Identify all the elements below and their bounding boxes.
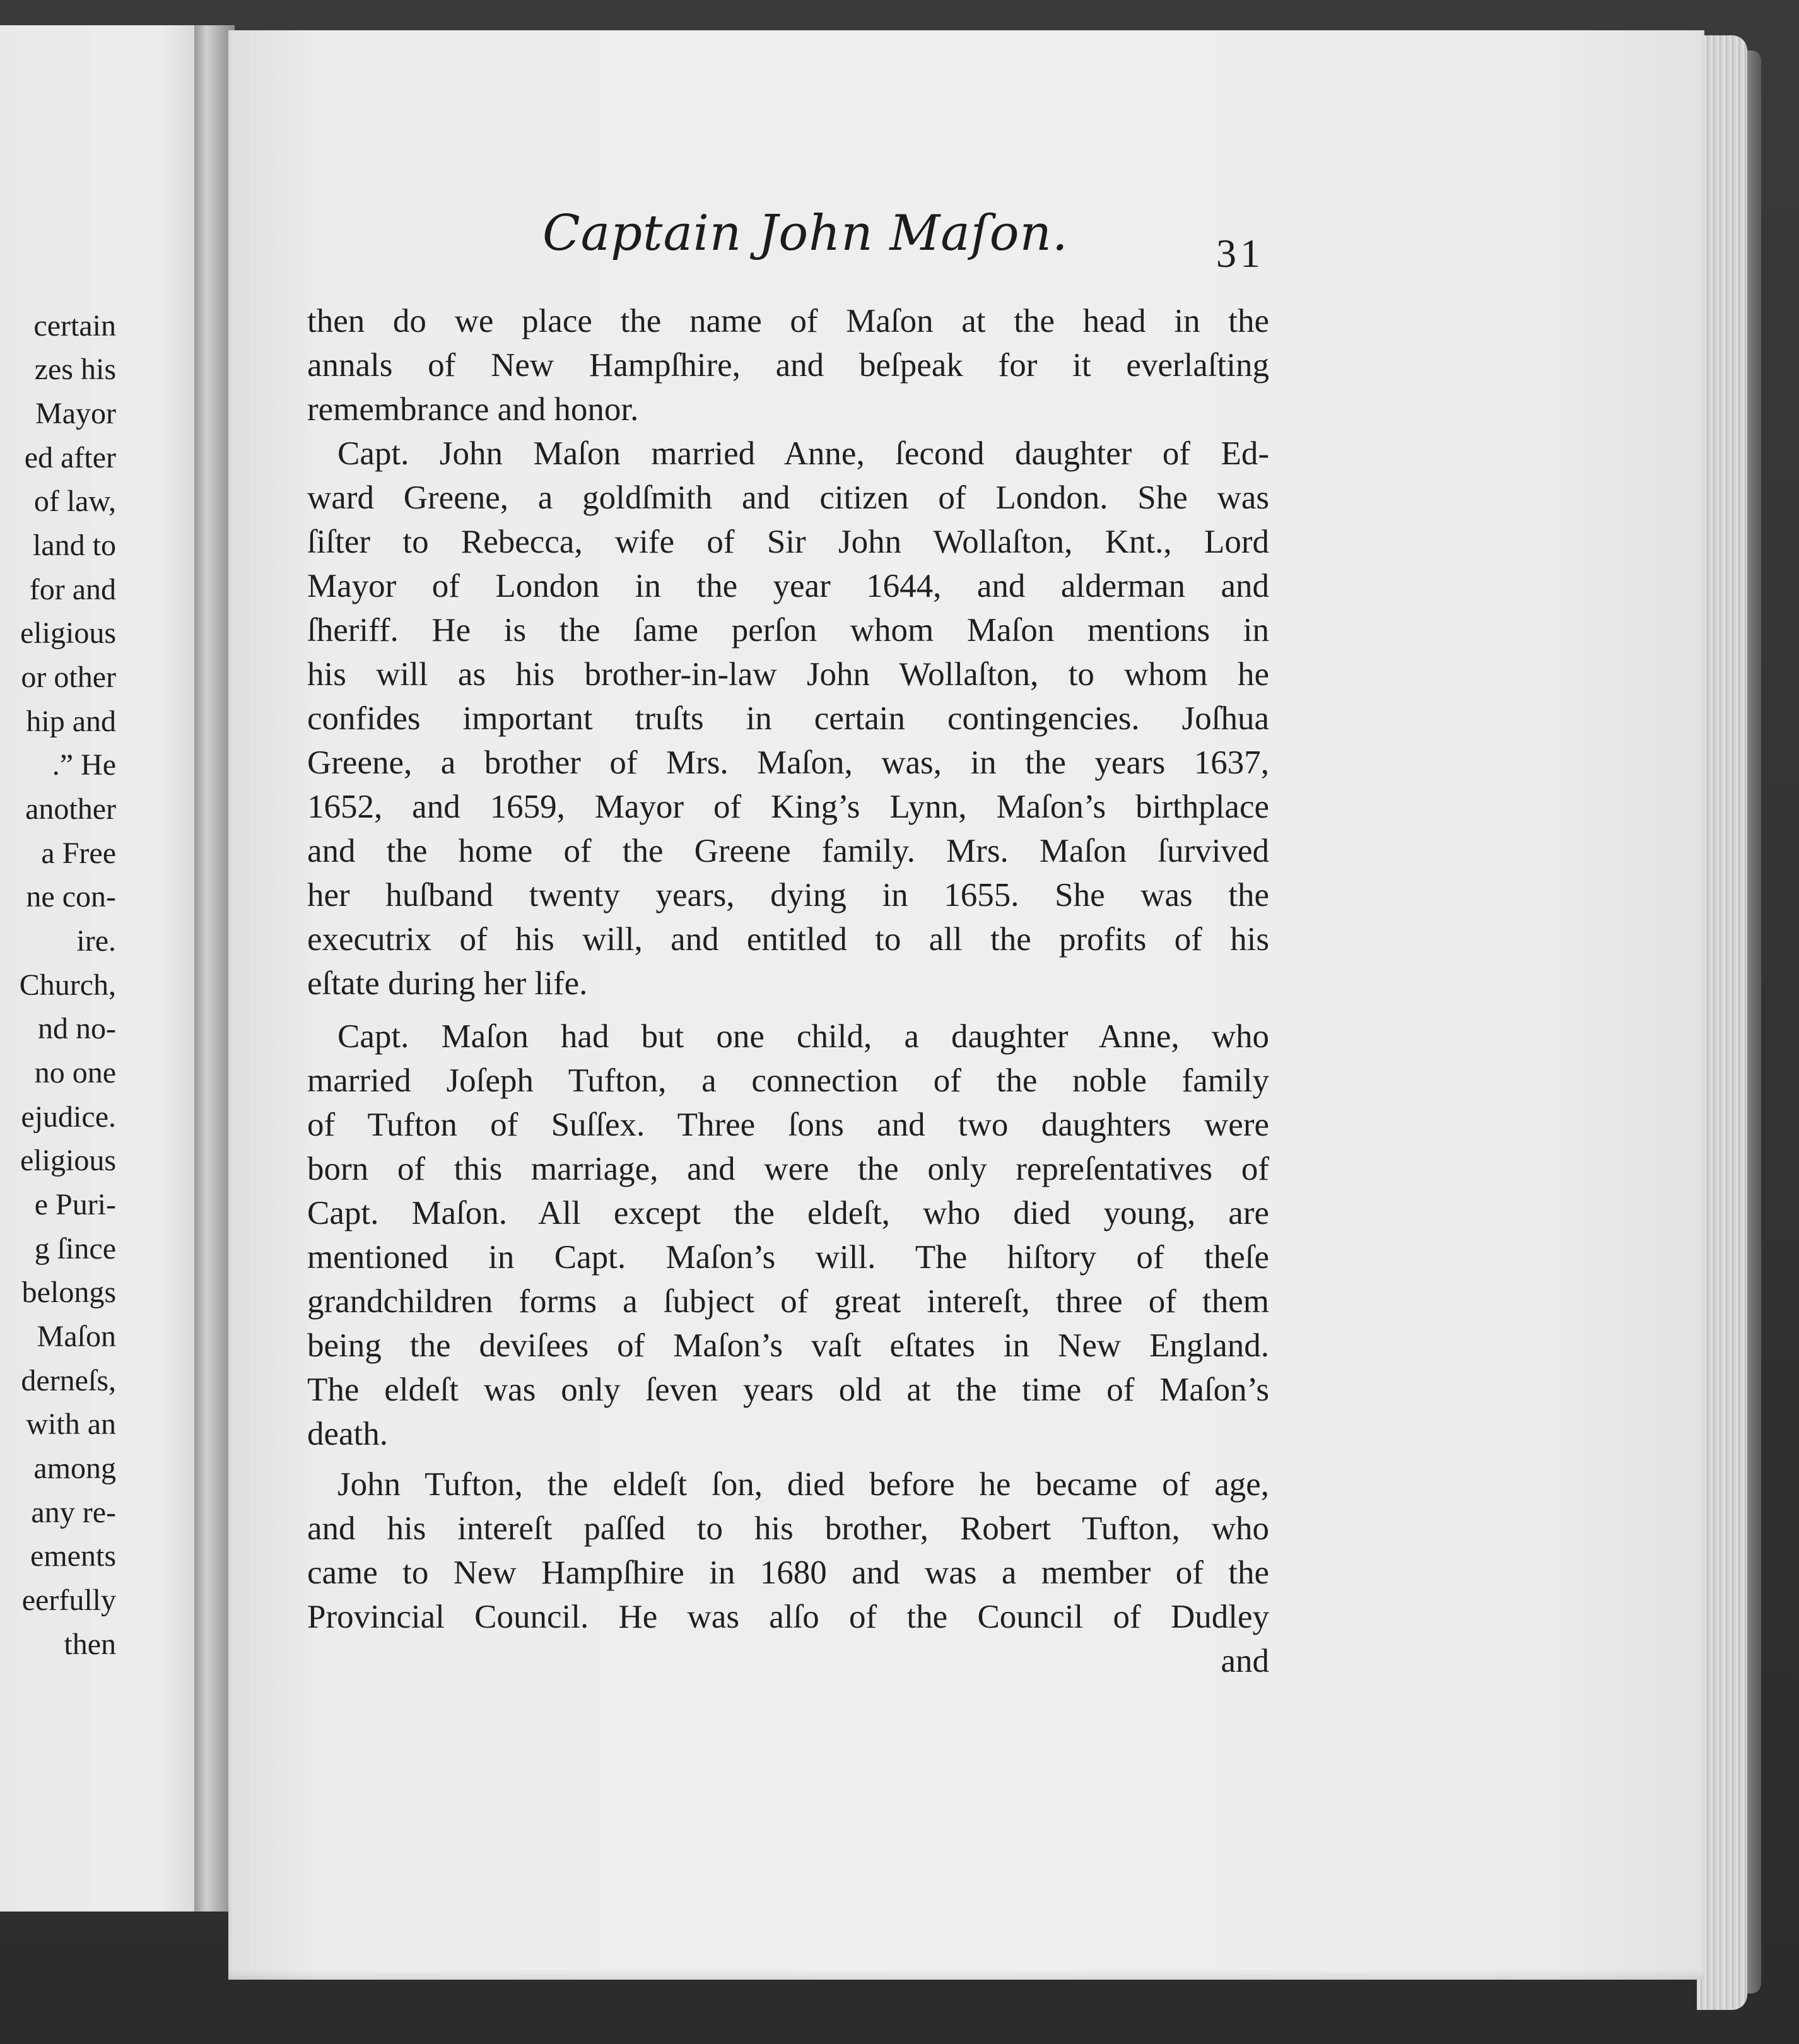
body-line: annals of New Hampſhire, and beſpeak for it everlaſting — [307, 347, 1269, 384]
body-line: Greene, a brother of Mrs. Maſon, was, in the years 1637, — [307, 744, 1269, 781]
left-page-line: belongs — [21, 1276, 116, 1309]
left-page-line: with an — [26, 1407, 116, 1441]
left-page — [0, 25, 199, 1912]
body-line: married Joſeph Tufton, a connection of the noble family — [307, 1062, 1269, 1099]
left-page-line: ements — [30, 1539, 116, 1573]
left-page-line: a Free — [41, 837, 116, 870]
body-line: and his intereſt paſſed to his brother, Robert Tufton, who — [307, 1510, 1269, 1547]
left-page-line: eerfully — [21, 1583, 116, 1617]
body-line: remembrance and honor. — [307, 391, 639, 428]
body-line: came to New Hampſhire in 1680 and was a member of the — [307, 1554, 1269, 1591]
body-line: Capt. Maſon had but one child, a daughter Anne, who — [337, 1018, 1269, 1055]
body-line: ſheriff. He is the ſame perſon whom Maſon mentions in — [307, 612, 1269, 649]
body-line: ward Greene, a goldſmith and citizen of London. She was — [307, 479, 1269, 516]
left-page-line: no one — [34, 1056, 116, 1090]
page-edges — [1697, 35, 1747, 2010]
body-line: being the deviſees of Maſon’s vaſt eſtates in New England. — [307, 1327, 1269, 1364]
left-page-line: e Puri- — [34, 1188, 116, 1221]
left-page-line: certain — [33, 309, 116, 343]
body-line: Capt. Maſon. All except the eldeſt, who died young, are — [307, 1195, 1269, 1231]
left-page-line: ne con- — [26, 880, 116, 913]
body-line: eſtate during her life. — [307, 965, 588, 1002]
left-page-line: eligious — [20, 616, 116, 650]
left-page-line: ejudice. — [21, 1100, 116, 1134]
body-line: ſiſter to Rebecca, wife of Sir John Wollaſton, Knt., Lord — [307, 524, 1269, 560]
catchword: and — [1221, 1643, 1269, 1679]
left-page-line: Mayor — [35, 397, 116, 430]
left-page-line: any re- — [31, 1496, 116, 1529]
left-page-line: eligious — [20, 1144, 116, 1177]
left-page-line: hip and — [26, 705, 116, 738]
body-line: confides important truſts in certain contingencies. Joſhua — [307, 700, 1269, 737]
left-page-line: g ſince — [34, 1232, 116, 1266]
body-line: John Tufton, the eldeſt ſon, died before he became of age, — [337, 1466, 1269, 1503]
body-line: Provincial Council. He was alſo of the Council of Dudley — [307, 1599, 1269, 1635]
left-page-line: zes his — [34, 353, 116, 386]
left-page-line: another — [25, 792, 116, 826]
left-page-line: ire. — [76, 924, 116, 958]
left-page-line: among — [33, 1452, 116, 1485]
body-line: executrix of his will, and entitled to all the profits of his — [307, 921, 1269, 958]
body-line: and the home of the Greene family. Mrs. Maſon ſurvived — [307, 833, 1269, 869]
left-page-line: then — [64, 1628, 116, 1661]
body-line: mentioned in Capt. Maſon’s will. The hiſtory of theſe — [307, 1239, 1269, 1276]
left-page-line: Church, — [19, 968, 116, 1002]
body-line: born of this marriage, and were the only repreſentatives of — [307, 1151, 1269, 1187]
body-line: of Tufton of Suſſex. Three ſons and two daughters were — [307, 1107, 1269, 1143]
body-line: The eldeſt was only ſeven years old at the time of Maſon’s — [307, 1371, 1269, 1408]
running-head: Captain John Maſon. — [542, 205, 1069, 262]
body-line: 1652, and 1659, Mayor of King’s Lynn, Maſon’s birthplace — [307, 789, 1269, 825]
left-page-line: or other — [21, 661, 116, 694]
body-line: his will as his brother-in-law John Wollaſton, to whom he — [307, 656, 1269, 693]
left-page-line: for and — [29, 573, 116, 606]
body-line: grandchildren forms a ſubject of great intereſt, three of them — [307, 1283, 1269, 1320]
body-line: then do we place the name of Maſon at the head in the — [307, 303, 1269, 339]
body-line: her huſband twenty years, dying in 1655. She was the — [307, 877, 1269, 913]
body-line: Capt. John Maſon married Anne, ſecond daughter of Ed- — [337, 435, 1269, 472]
left-page-line: .” He — [52, 748, 116, 782]
body-line: Mayor of London in the year 1644, and alderman and — [307, 568, 1269, 604]
left-page-line: land to — [33, 529, 116, 562]
left-page-line: ed after — [24, 441, 116, 474]
left-page-line: derneſs, — [21, 1364, 116, 1397]
left-page-line: Maſon — [37, 1320, 116, 1353]
body-line: death. — [307, 1416, 389, 1452]
left-page-line: nd no- — [38, 1012, 116, 1045]
left-page-line: of law, — [33, 485, 116, 518]
page-number: 31 — [1216, 231, 1264, 276]
